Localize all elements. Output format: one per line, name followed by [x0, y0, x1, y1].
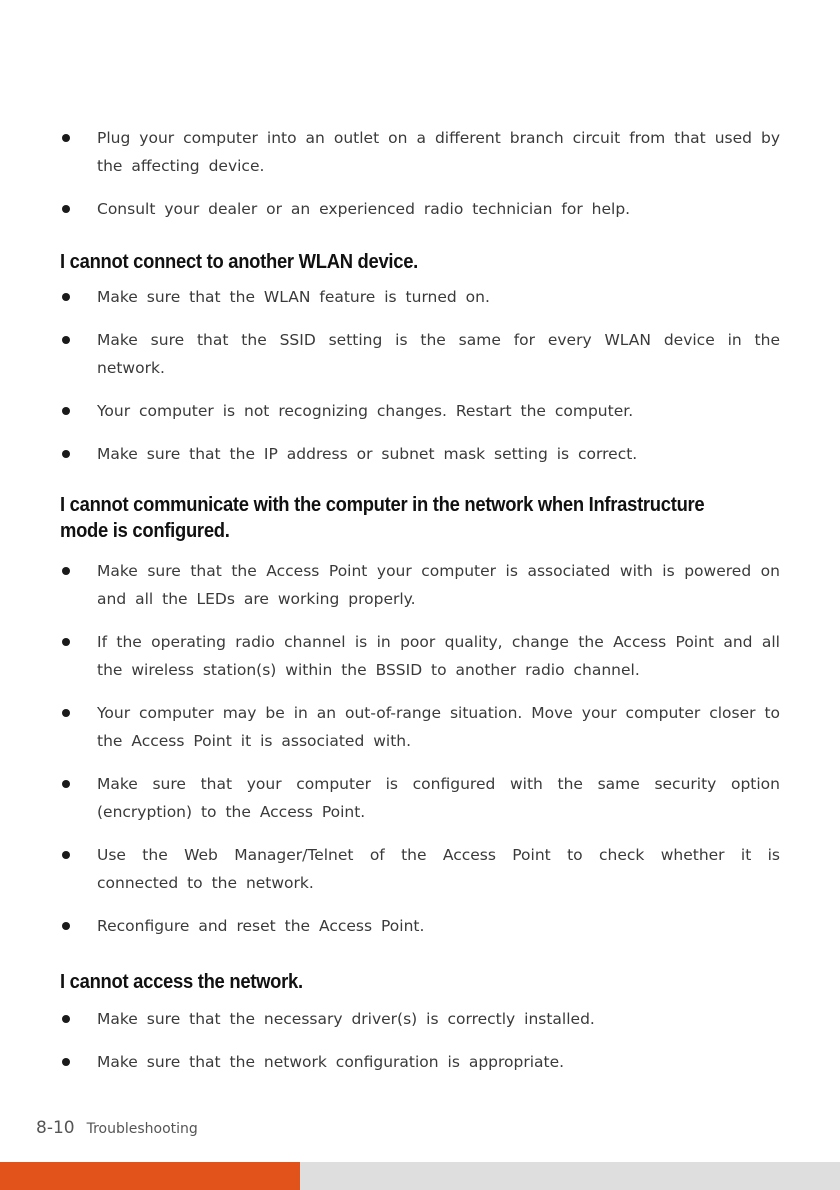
bullet-icon: [62, 922, 70, 930]
bullet-icon: [62, 407, 70, 415]
list-item: [60, 557, 780, 613]
list-item-text: Your computer may be in an out-of-range situation. Move your computer closer to the Access Point it is associated with.: [97, 704, 781, 750]
bullet-icon: [62, 205, 70, 213]
list-item-text: Make sure that the Access Point your computer is associated with is powered on and all the LEDs are working properly.: [97, 562, 780, 608]
footer-gray-bar: [300, 1162, 840, 1190]
infrastructure-bullet-list: [60, 557, 780, 955]
wlan-bullet-list: [60, 283, 780, 483]
list-item: [60, 841, 780, 897]
bullet-icon: [62, 638, 70, 646]
list-item: [60, 770, 780, 826]
bullet-icon: [62, 134, 70, 142]
list-item-text: Make sure that the necessary driver(s) is correctly installed.: [97, 1010, 595, 1028]
list-item: [60, 124, 780, 180]
bullet-icon: [62, 780, 70, 788]
list-item-text: Consult your dealer or an experienced radio technician for help.: [97, 200, 631, 218]
bullet-icon: [62, 1058, 70, 1066]
bullet-icon: [62, 851, 70, 859]
list-item-text: Reconfigure and reset the Access Point.: [97, 917, 425, 935]
list-item-text: Use the Web Manager/Telnet of the Access Point to check whether it is connected to the network.: [97, 846, 780, 892]
page-footer: [36, 1118, 198, 1138]
section-heading-wlan: I cannot connect to another WLAN device.: [60, 251, 419, 273]
list-item-text: Make sure that the IP address or subnet mask setting is correct.: [97, 445, 638, 463]
section-heading-network-access: I cannot access the network.: [60, 971, 303, 993]
bullet-icon: [62, 336, 70, 344]
list-item: [60, 195, 780, 223]
list-item-text: Make sure that your computer is configured with the same security option (encryption) to the Access Point.: [97, 775, 780, 821]
list-item-text: Your computer is not recognizing changes. Restart the computer.: [97, 402, 634, 420]
list-item: [60, 440, 780, 468]
chapter-title: Troubleshooting: [86, 1121, 198, 1137]
list-item: [60, 1005, 780, 1033]
list-item: [60, 699, 780, 755]
bullet-icon: [62, 293, 70, 301]
list-item: [60, 397, 780, 425]
bullet-icon: [62, 1015, 70, 1023]
section-heading-infrastructure: I cannot communicate with the computer in the network when Infrastructure mode is configured.: [60, 494, 705, 542]
list-item-text: Plug your computer into an outlet on a different branch circuit from that used by the affecting device.: [97, 129, 780, 175]
list-item-text: Make sure that the SSID setting is the same for every WLAN device in the network.: [97, 331, 780, 377]
intro-bullet-list: [60, 124, 780, 238]
list-item: [60, 326, 780, 382]
list-item-text: Make sure that the network configuration is appropriate.: [97, 1053, 565, 1071]
bullet-icon: [62, 567, 70, 575]
network-access-bullet-list: [60, 1005, 780, 1091]
bullet-icon: [62, 450, 70, 458]
list-item: [60, 628, 780, 684]
list-item-text: If the operating radio channel is in poor quality, change the Access Point and all the wireless station(s) within the BSSID to another radio channel.: [97, 633, 780, 679]
list-item-text: Make sure that the WLAN feature is turned on.: [97, 288, 490, 306]
footer-accent-bar: [0, 1162, 300, 1190]
page-number: 8-10: [36, 1118, 75, 1138]
list-item: [60, 912, 780, 940]
bullet-icon: [62, 709, 70, 717]
list-item: [60, 1048, 780, 1076]
list-item: [60, 283, 780, 311]
